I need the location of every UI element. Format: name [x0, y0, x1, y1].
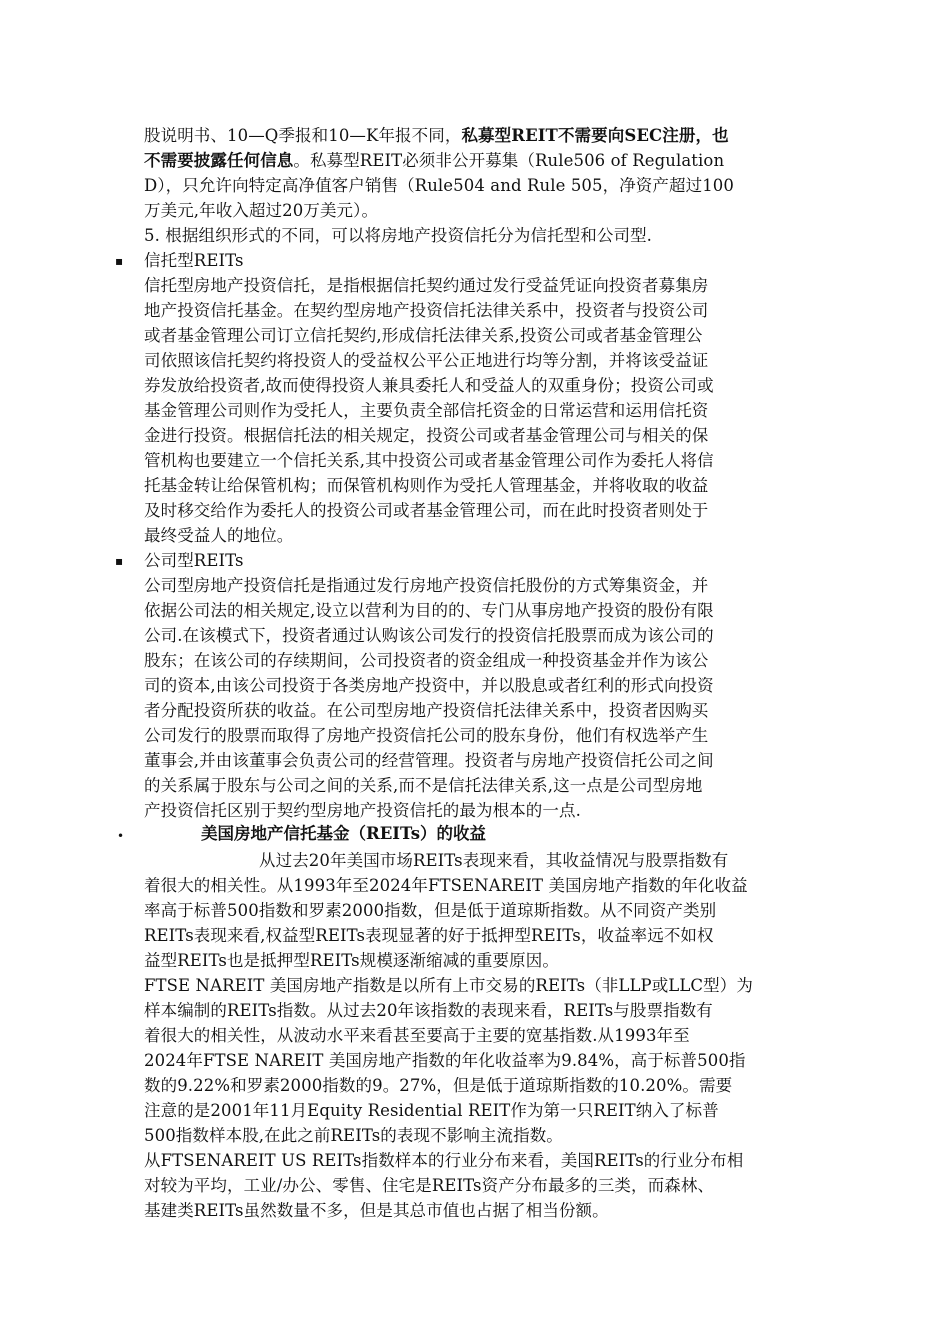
- text-span: 股说明书、10—Q季报和10—K年报不同，: [144, 126, 462, 145]
- text-line: [144, 124, 729, 148]
- bold-text: 不需要披露任何信息: [144, 151, 294, 170]
- text-line: 及时移交给作为委托人的投资公司或者基金管理公司，而在此时投资者则处于: [144, 501, 709, 520]
- text-line: 产投资信托区别于契约型房地产投资信托的最为根本的一点.: [144, 801, 581, 820]
- text-line: 股东；在该公司的存续期间，公司投资者的资金组成一种投资基金并作为该公: [144, 651, 709, 670]
- text-line: 公司发行的股票而取得了房地产投资信托公司的股东身份，他们有权选举产生: [144, 726, 709, 745]
- text-line: 2024年FTSE NAREIT 美国房地产指数的年化收益率为9.84%，高于标普500指: [144, 1051, 746, 1070]
- bullet-icon: ▪: [115, 554, 124, 568]
- text-line: 5. 根据组织形式的不同，可以将房地产投资信托分为信托型和公司型.: [144, 226, 653, 245]
- text-line: 管机构也要建立一个信托关系,其中投资公司或者基金管理公司作为委托人将信: [144, 451, 714, 470]
- text-line: 依据公司法的相关规定,设立以营利为目的的、专门从事房地产投资的股份有限: [144, 601, 714, 620]
- text-line: REITs表现来看,权益型REITs表现显著的好于抵押型REITs，收益率远不如权: [144, 926, 714, 945]
- text-line: 司依照该信托契约将投资人的受益权公平公正地进行均等分割，并将该受益证: [144, 351, 709, 370]
- text-line: 样本编制的REITs指数。从过去20年该指数的表现来看，REITs与股票指数有: [144, 1001, 713, 1020]
- text-line: D），只允许向特定高净值客户销售（Rule504 and Rule 505，净资产超过100: [144, 176, 735, 195]
- text-line: 金进行投资。根据信托法的相关规定，投资公司或者基金管理公司与相关的保: [144, 426, 709, 445]
- text-line: 数的9.22%和罗素2000指数的9。27%，但是低于道琼斯指数的10.20%。需要: [144, 1076, 733, 1095]
- text-line: 信托型房地产投资信托，是指根据信托契约通过发行受益凭证向投资者募集房: [144, 276, 709, 295]
- text-line: 的关系属于股东与公司之间的关系,而不是信托法律关系,这一点是公司型房地: [144, 776, 703, 795]
- text-line: 托基金转让给保管机构；而保管机构则作为受托人管理基金，并将收取的收益: [144, 476, 709, 495]
- text-line: 益型REITs也是抵押型REITs规模逐渐缩减的重要原因。: [144, 951, 559, 970]
- text-line: 从过去20年美国市场REITs表现来看，其收益情况与股票指数有: [259, 851, 729, 870]
- text-line: 从FTSENAREIT US REITs指数样本的行业分布来看，美国REITs的行业分布相: [144, 1151, 744, 1170]
- text-line: 券发放给投资者,故而使得投资人兼具委托人和受益人的双重身份；投资公司或: [144, 376, 714, 395]
- text-line: 着很大的相关性，从波动水平来看甚至要高于主要的宽基指数.从1993年至: [144, 1026, 690, 1045]
- text-line: 万美元,年收入超过20万美元）。: [144, 201, 379, 220]
- bullet-icon: ▪: [115, 254, 124, 268]
- bold-text: 私募型REIT不需要向SEC注册，也: [461, 126, 729, 145]
- text-line: 地产投资信托基金。在契约型房地产投资信托法律关系中，投资者与投资公司: [144, 301, 709, 320]
- text-line: [144, 149, 724, 173]
- text-line: 最终受益人的地位。: [144, 526, 294, 545]
- text-span: 。私募型REIT必须非公开募集（Rule506 of Regulation: [293, 151, 725, 170]
- section-heading: 美国房地产信托基金（REITs）的收益: [201, 824, 487, 843]
- text-line: 对较为平均，工业/办公、零售、住宅是REITs资产分布最多的三类，而森林、: [144, 1176, 715, 1195]
- text-line: 者分配投资所获的收益。在公司型房地产投资信托法律关系中，投资者因购买: [144, 701, 709, 720]
- text-line: 公司.在该模式下，投资者通过认购该公司发行的投资信托股票而成为该公司的: [144, 626, 714, 645]
- text-line: 注意的是2001年11月Equity Residential REIT作为第一只REIT纳入了标普: [144, 1101, 719, 1120]
- text-line: 基金管理公司则作为受托人，主要负责全部信托资金的日常运营和运用信托资: [144, 401, 709, 420]
- section-heading: 信托型REITs: [144, 251, 244, 270]
- section-heading: 公司型REITs: [144, 551, 244, 570]
- text-line: 500指数样本股,在此之前REITs的表现不影响主流指数。: [144, 1126, 563, 1145]
- text-line: 董事会,并由该董事会负责公司的经营管理。投资者与房地产投资信托公司之间: [144, 751, 714, 770]
- text-line: 或者基金管理公司订立信托契约,形成信托法律关系,投资公司或者基金管理公: [144, 326, 703, 345]
- bullet-icon: •: [117, 829, 125, 843]
- text-line: 着很大的相关性。从1993年至2024年FTSENAREIT 美国房地产指数的年化收益: [144, 876, 748, 895]
- text-line: 基建类REITs虽然数量不多，但是其总市值也占据了相当份额。: [144, 1201, 609, 1220]
- text-line: 司的资本,由该公司投资于各类房地产投资中，并以股息或者红利的形式向投资: [144, 676, 714, 695]
- text-line: FTSE NAREIT 美国房地产指数是以所有上市交易的REITs（非LLP或LLC型）为: [144, 976, 753, 995]
- text-line: 公司型房地产投资信托是指通过发行房地产投资信托股份的方式筹集资金，并: [144, 576, 709, 595]
- text-line: 率高于标普500指数和罗素2000指数，但是低于道琼斯指数。从不同资产类别: [144, 901, 717, 920]
